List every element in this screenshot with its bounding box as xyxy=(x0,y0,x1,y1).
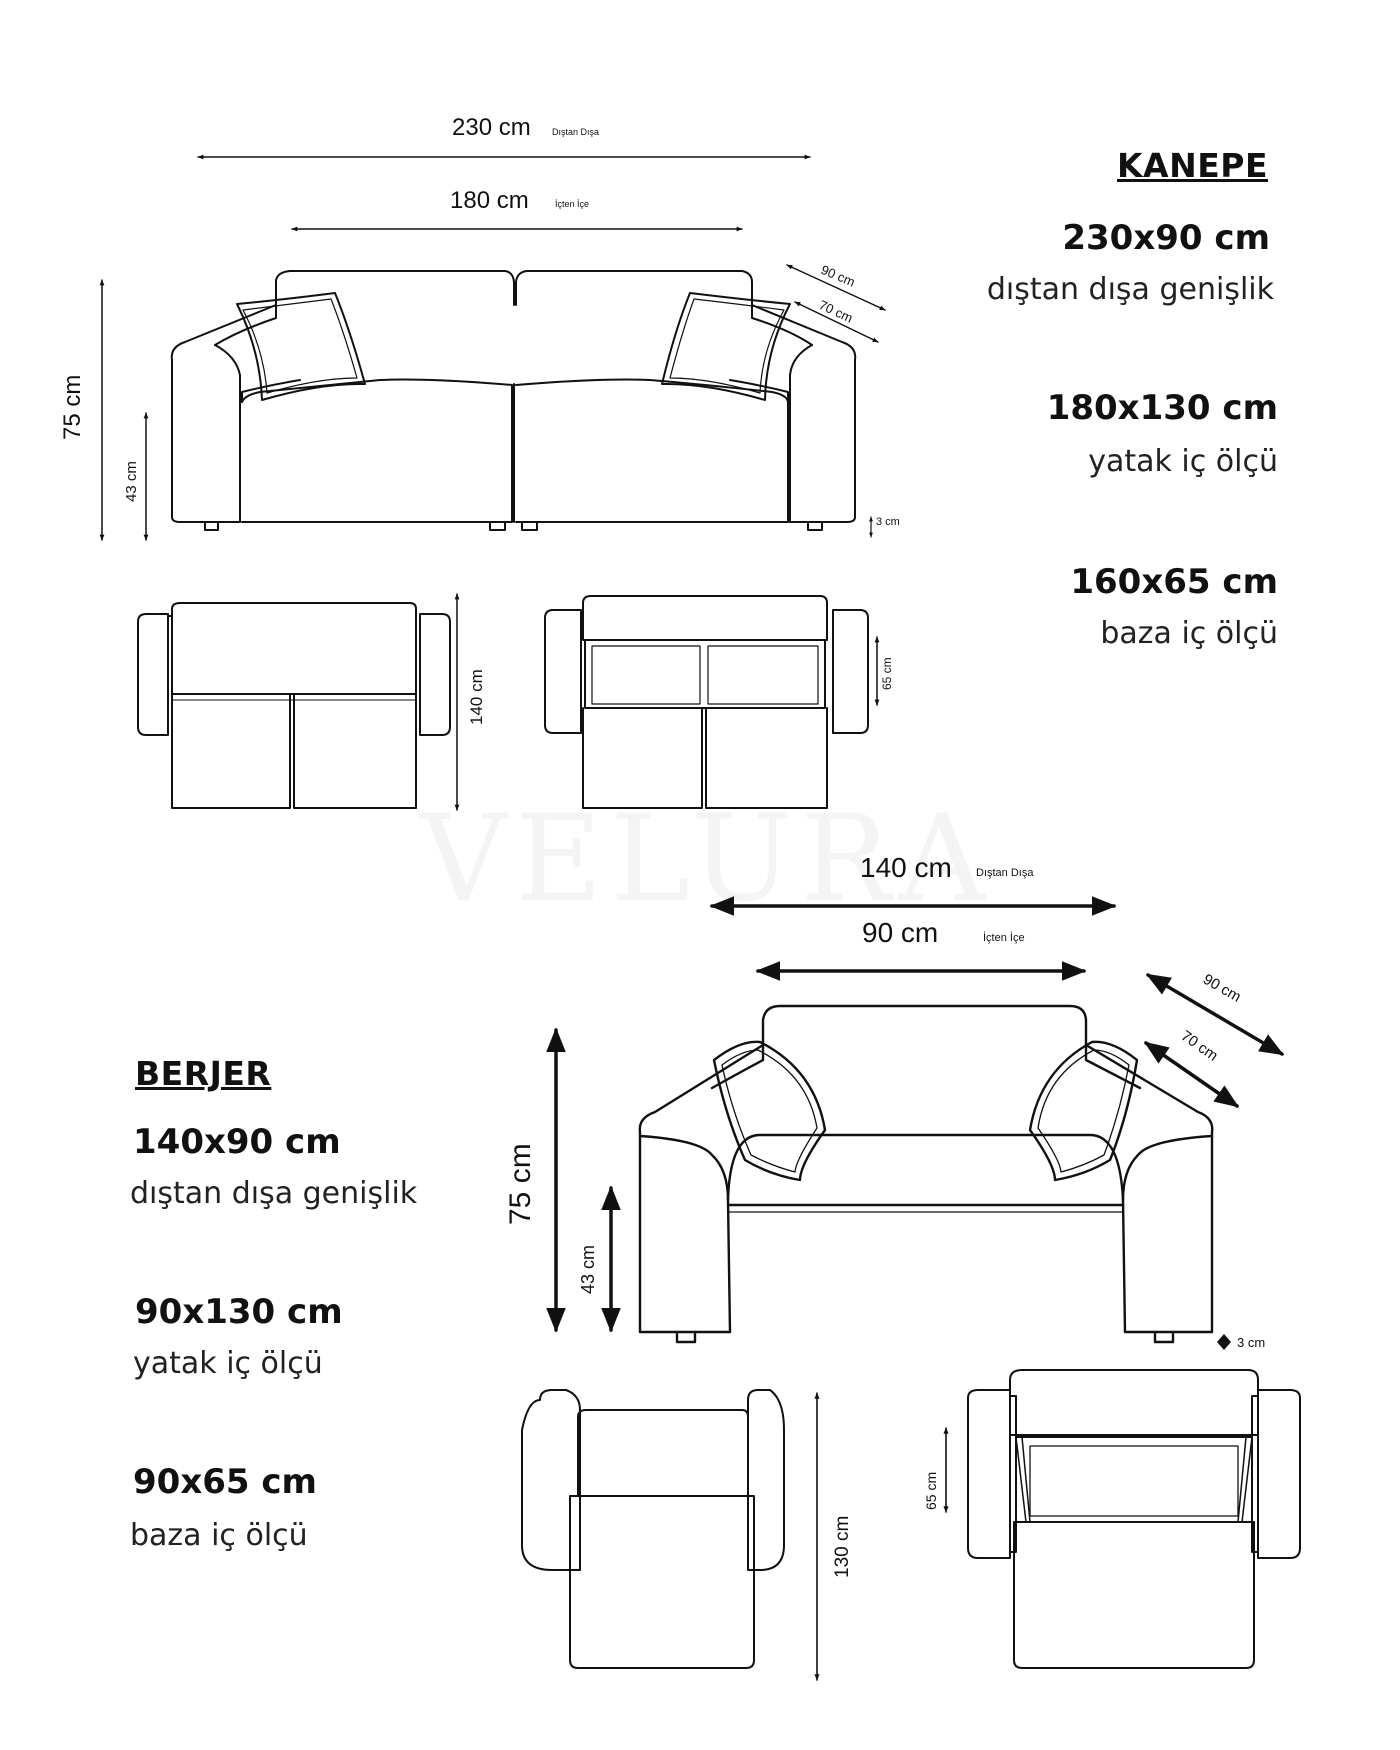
sofa-spec-2-value: 180x130 cm xyxy=(1046,388,1278,428)
armchair-seat-height-label: 43 cm xyxy=(578,1244,598,1294)
sofa-spec-2-label: yatak iç ölçü xyxy=(1088,444,1278,479)
sofa-inner-note: İçten İçe xyxy=(555,199,590,209)
armchair-spec-1-value: 140x90 cm xyxy=(133,1122,341,1162)
armchair-depth-inner-label: 70 cm xyxy=(1177,1027,1221,1065)
armchair-spec-2-value: 90x130 cm xyxy=(135,1292,343,1332)
armchair-inner-note: İçten İçe xyxy=(983,932,1025,944)
sofa-top-view-bed xyxy=(138,603,450,808)
sofa-base-depth-label: 65 cm xyxy=(880,657,894,690)
sofa-seat-height-label: 43 cm xyxy=(123,461,140,502)
sofa-depth-outer-label: 90 cm xyxy=(818,261,858,290)
armchair-spec-3-label: baza iç ölçü xyxy=(130,1518,308,1553)
armchair-spec-1-label: dıştan dışa genişlik xyxy=(130,1176,418,1211)
sofa-depth-inner-label: 70 cm xyxy=(816,297,856,326)
armchair-height-label: 75 cm xyxy=(504,1143,537,1225)
armchair-top-view-base xyxy=(968,1370,1300,1668)
armchair-top-view-bed xyxy=(522,1390,784,1668)
sofa-section-title: KANEPE xyxy=(1116,146,1268,185)
sofa-spec-3-label: baza iç ölçü xyxy=(1100,616,1278,651)
armchair-leg-height-label: 3 cm xyxy=(1237,1335,1266,1350)
sofa-top-view-base xyxy=(545,596,868,808)
sofa-spec-3-value: 160x65 cm xyxy=(1070,562,1278,602)
sofa-outer-width-label: 230 cm xyxy=(452,114,531,141)
sofa-height-label: 75 cm xyxy=(59,374,86,440)
armchair-spec-3-value: 90x65 cm xyxy=(133,1462,317,1502)
sofa-bed-length-label: 140 cm xyxy=(467,669,486,725)
sofa-spec-1-label: dıştan dışa genişlik xyxy=(986,272,1274,307)
armchair-outer-width-label: 140 cm xyxy=(860,852,952,883)
armchair-section-title: BERJER xyxy=(135,1054,272,1093)
armchair-bed-length-label: 130 cm xyxy=(832,1515,853,1578)
sofa-outer-note: Dıştan Dışa xyxy=(552,127,600,137)
sofa-spec-1-value: 230x90 cm xyxy=(1062,218,1270,258)
sofa-front-view xyxy=(172,271,855,530)
sofa-inner-width-label: 180 cm xyxy=(450,187,529,214)
armchair-inner-width-label: 90 cm xyxy=(862,917,939,948)
armchair-front-view xyxy=(640,1006,1212,1342)
armchair-outer-note: Dıştan Dışa xyxy=(976,867,1034,879)
armchair-spec-2-label: yatak iç ölçü xyxy=(133,1346,323,1381)
sofa-leg-height-label: 3 cm xyxy=(876,516,900,528)
armchair-depth-outer-label: 90 cm xyxy=(1200,970,1244,1006)
armchair-base-depth-label: 65 cm xyxy=(923,1471,939,1510)
